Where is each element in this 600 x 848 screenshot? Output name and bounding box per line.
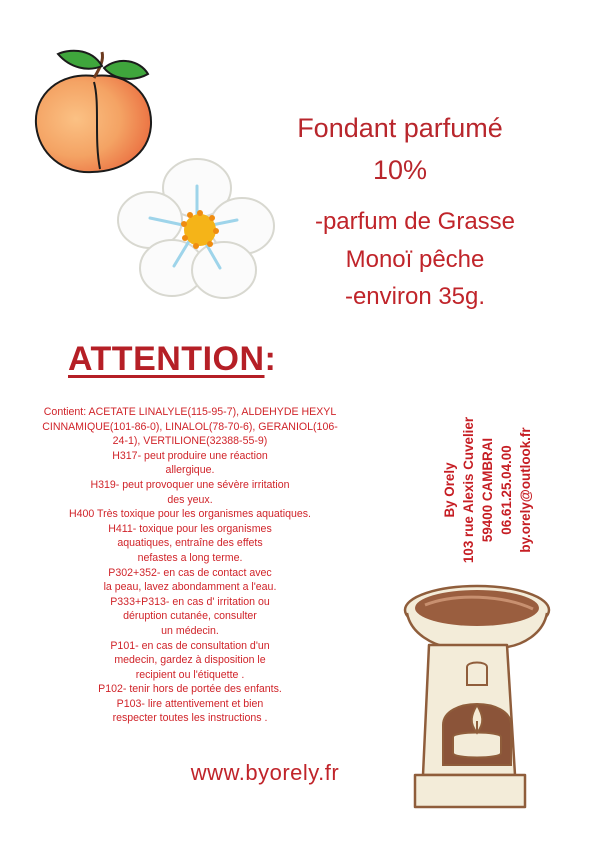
warning-line: H317- peut produire une réaction [112, 449, 268, 462]
warning-line: medecin, gardez à disposition le [114, 654, 266, 667]
warning-line: la peau, lavez abondamment a l'eau. [103, 581, 277, 594]
product-title: Fondant parfumé [297, 113, 503, 143]
safety-warnings [30, 405, 350, 726]
warning-line: P102- tenir hors de portée des enfants. [98, 683, 282, 696]
warning-line: respecter toutes les instructions . [112, 712, 268, 725]
warning-line: des yeux. [167, 493, 213, 506]
warning-line: aquatiques, entraîne des effets [117, 537, 263, 550]
attention-colon: : [264, 340, 277, 378]
street-address: 103 rue Alexis Cuvelier [461, 416, 476, 564]
website-url[interactable]: www.byorely.fr [190, 760, 340, 785]
warning-line: un médecin. [161, 624, 219, 637]
warning-line: recipient ou l'étiquette . [135, 668, 245, 681]
contact-block [440, 405, 600, 575]
feature-line: Monoï pêche [345, 246, 485, 273]
brand-name: By Orely [442, 462, 457, 518]
warning-line: allergique. [165, 464, 215, 477]
warning-line: P101- en cas de consultation d'un [110, 639, 270, 652]
warning-line: 24-1), VERTILIONE(32388-55-9) [112, 435, 268, 448]
warning-line: déruption cutanée, consulter [123, 610, 257, 623]
warning-line: CINNAMIQUE(101-86-0), LINALOL(78-70-6), GERANIOL(106- [42, 420, 338, 433]
fragrance-concentration: 10% [372, 155, 428, 185]
attention-word: ATTENTION [68, 340, 265, 378]
warning-line: nefastes a long terme. [137, 551, 243, 564]
warning-line: P333+P313- en cas d' irritation ou [110, 595, 270, 608]
warning-line: Contient: ACETATE LINALYLE(115-95-7), ALDEHYDE HEXYL [43, 406, 337, 418]
oil-burner-icon [395, 575, 560, 825]
warning-line: P103- lire attentivement et bien [116, 697, 264, 710]
email-address: by.orely@outlook.fr [518, 427, 533, 553]
warning-line: P302+352- en cas de contact avec [108, 566, 272, 579]
warning-line: H319- peut provoquer une sévère irritation [90, 478, 290, 491]
attention-heading [68, 340, 276, 379]
feature-line: -environ 35g. [344, 283, 486, 310]
warning-line: H400 Très toxique pour les organismes aquatiques. [68, 508, 312, 521]
phone-number: 06.61.25.04.00 [499, 445, 514, 535]
city-address: 59400 CAMBRAI [480, 437, 495, 543]
warning-line: H411- toxique pour les organismes [108, 522, 272, 535]
feature-line: -parfum de Grasse [314, 208, 516, 235]
